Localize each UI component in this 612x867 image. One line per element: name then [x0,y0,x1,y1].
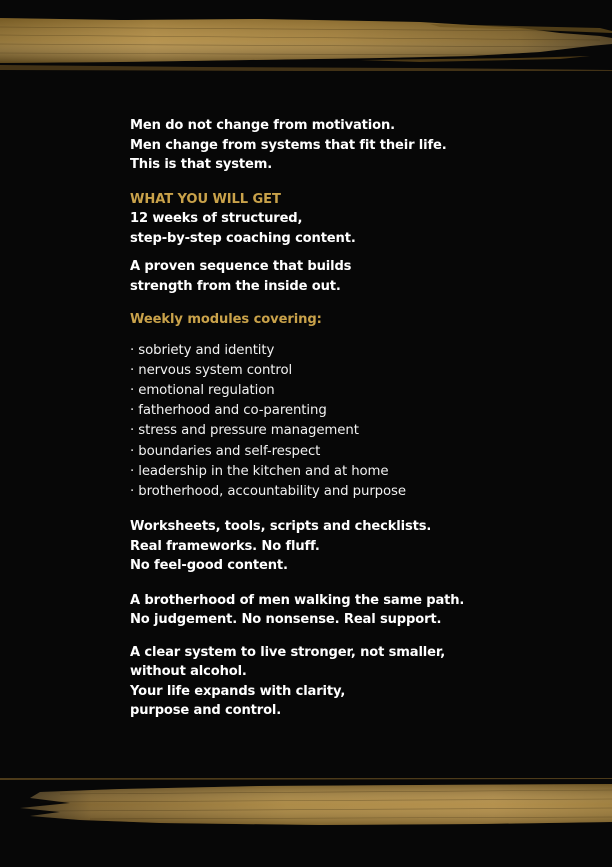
content-column [130,116,590,721]
worksheets-line: Worksheets, tools, scripts and checklists. [130,519,432,535]
worksheets-line: Real frameworks. No fluff. [130,538,320,554]
intro-line: Men change from systems that fit their life. [130,137,447,153]
worksheets-line: No feel-good content. [130,558,288,574]
section-heading: WHAT YOU WILL GET [130,191,281,207]
sequence-block [130,257,590,296]
worksheets-block [130,517,590,576]
closing-line: purpose and control. [130,703,282,719]
intro-block [130,116,590,175]
weeks-block [130,209,590,248]
brotherhood-line: A brotherhood of men walking the same path. [130,592,465,608]
gold-brush-stroke-top [0,0,612,82]
sequence-line: strength from the inside out. [130,278,341,294]
gold-brush-stroke-bottom [0,770,612,838]
list-item: · fatherhood and co-parenting [130,403,327,419]
list-item: · brotherhood, accountability and purpose [130,483,406,499]
closing-line: without alcohol. [130,664,247,680]
sequence-line: A proven sequence that builds [130,259,352,274]
list-item: · stress and pressure management [130,423,359,439]
brotherhood-line: No judgement. No nonsense. Real support. [130,612,442,628]
modules-list [130,341,590,503]
intro-line: Men do not change from motivation. [130,118,395,133]
list-item: · emotional regulation [130,382,275,398]
weeks-line: 12 weeks of structured, [130,211,303,226]
list-item: · sobriety and identity [130,342,275,358]
modules-heading: Weekly modules covering: [130,312,322,327]
intro-line: This is that system. [130,157,273,172]
list-item: · boundaries and self-respect [130,443,321,459]
closing-block [130,643,590,721]
closing-line: Your life expands with clarity, [130,683,346,699]
weeks-line: step-by-step coaching content. [130,230,356,246]
brotherhood-block [130,591,590,630]
list-item: · nervous system control [130,362,293,378]
closing-line: A clear system to live stronger, not smaller, [130,644,446,660]
list-item: · leadership in the kitchen and at home [130,463,389,479]
